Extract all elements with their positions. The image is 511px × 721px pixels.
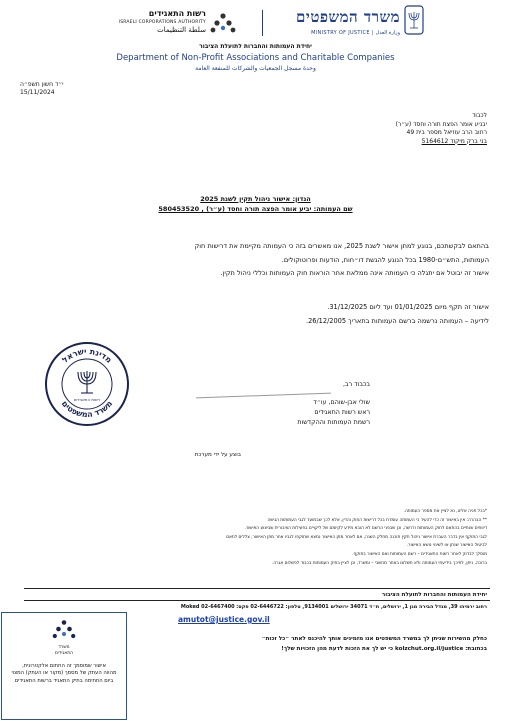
ebox-org-name [2,645,126,657]
subject-line: הנדון: אישור ניהול תקין לשנת 2025 [200,195,311,203]
corporations-authority-logo-icon [52,619,76,641]
footnote: ברוכה, ניתן, לפיכך בידיעתי העמותה ולא תשלום באתר מחשבי – ומשרד, וכן לציין בתיק העמותות בכבוד לפשלום אגרה. [271,560,487,566]
association-name-line: שם העמותה: יביע אומר הפצה תורה וחסד (ע״ר) , 580453520 [158,205,353,213]
menorah-emblem-icon [404,5,424,35]
signature-block [200,380,370,428]
ministry-name-he: משרד המשפטים [296,8,400,26]
recipient-city: בני ברק מיקוד 5164612 [421,137,487,145]
authority-name-en: ISRAELI CORPORATIONS AUTHORITY [118,20,206,25]
footer-rule-top [24,588,490,589]
stamp-bottom-text: משרד המשפטים [59,399,115,420]
ebox-line-3: ביום החתימה בתיק התאגיד ברשות התאגידים [14,677,114,684]
ebox-org-line-2: התאגידים [54,651,74,656]
ministry-block [270,8,400,36]
kolzchut-address: בכתובת: kolzchut.org.il/justice כי יש לך את הזכות לדעת מהן הזכויות שלך! [281,646,487,652]
signatory-role-2: רשמת העמותות וההקדשות [297,419,370,426]
signature-greeting: בכבוד רב, [343,381,370,388]
ebox-org-line-1: משרד [58,645,70,650]
footnote: דיווחים שנתיים בהתאם לחוק העמותות ודרשה, וכן שבפני הרשם לא הובא מידע לקיומם של ליקויים בפעילות הציבורית שביצוע האישור. [244,526,487,532]
recipient-address [187,112,487,146]
department-name-he: יחידת העמותות והחברות לתועלת הציבור [199,43,312,50]
header-separator [262,10,263,36]
department-name-en: Department of Non-Profit Associations and Charitable Companies [116,53,395,63]
footnote: מוסלך לבדוק לאחר רשות התאגידים – רשם העמותות ואם האישור בתוקף. [352,551,487,557]
body-line-3: אישור זה יבוטל אם יתגלה כי העמותה אינה ממלאת אחר הוראות חוק העמותות וכללי ניהול תקין. [220,269,489,277]
signatory-role-1: ראש רשות התאגידים [314,409,370,416]
authority-block [110,9,206,34]
subject-block [0,194,511,214]
footer-address: רחוב ירמיהו 39, מגדל הבירה מגן 1, ירושלים, ת״ד 34071 ירושלים 9134001, טלפון: 02-6446722 פקס: 02-6467400 Moked [180,604,487,610]
footnote: *בכל פניה אלינו, נא לציין את מספר העמותה. [403,509,487,514]
authority-name-ar: سلطة التنظيمات [157,26,206,34]
footnote: ** הבהרה: אין באישור זה כדי להעיד כי העמותה עומדת בכל דרישות החוק והדין, אלא לכך שבמועד לגבי העמותות הגישה [267,517,487,523]
system-note: בוצע על ידי מערכת [194,452,241,458]
ebox-line-2: מהווה העתק של מסמך (מקור או העתק) המצוי [11,670,117,677]
svg-text:מדינת ישראל [60,347,113,365]
body-line-2: העמותות, התש״ם-1980 בכל הנוגע להגשת דו״חות, הודעות ופרוטוקולים. [281,255,489,264]
stamp-top-text: מדינת ישראל [60,346,114,365]
signatory-name: שולי אבן-שוהם, עו״ד [313,399,370,406]
ministry-name-en: MINISTRY OF JUSTICE | وزارة العدل [311,30,400,36]
gregorian-date: 15/11/2024 [20,89,55,96]
body-line-1: בהתאם לבקשתכם, בנוגע למתן אישור לשנת 2025, אנו מאשרים בזה כי העמותה מקיימת את דרישות חוק [194,242,489,250]
electronic-signature-box [1,612,127,720]
hebrew-date: י״ד חשון תשפ״ה [20,81,64,88]
kolzchut-invite: כחלק מהשירות שניתן לך במשרד המשפטים אנו מזמינים אותך להיכנס לאתר ״כל זכות״ [261,636,487,642]
stamp-mid-text: רשות התאגידים [73,397,101,402]
department-name-ar: وحدة مسجل الجمعيات والشركات للمنفعة العامة [195,65,316,72]
corporations-authority-logo-icon [210,12,236,34]
recipient-street: רחוב הרב עוזיאל מספר בית 49 [406,129,487,136]
footer-email-link[interactable]: amutot@justice.gov.il [178,615,270,624]
validity-line: אישור זה תקף מיום 01/01/2025 ועד ליום 31/12/2025. [327,303,489,311]
recipient-salutation: לכבוד [472,112,487,119]
footnotes [17,508,487,568]
registration-line: לידיעה – העמותה נרשמה ברשם העמותות בתאריך 26/12/2005. [305,317,489,325]
recipient-name: יבניע אומר הפצת תורה וחסד (ע״ר) [395,120,487,128]
footnote: לגבי התוקף אין בדבר העברת אישור ניהול תקין תוכנה מחלק השנה, אם לאחר מתן האישור נמצא שתוקפו לגביו אחר מתן האישור, צללים לתאם [226,534,487,540]
ebox-text [5,663,123,685]
letter-body [19,240,489,281]
footer-rule-bottom [24,600,490,601]
footer-department: יחידת העמותות והחברות לתועלת הציבור [381,592,487,598]
official-stamp [44,341,130,427]
authority-name-he: רשות התאגידים [148,9,206,18]
ebox-line-1: אישור שמוסמך זה החתום אלקטרונית, [22,663,106,669]
footnote: לביטול האישור שנתן או לשינוי נושא האישור. [406,543,487,549]
validity-block [19,300,489,328]
stamp-menorah-icon [78,371,96,393]
